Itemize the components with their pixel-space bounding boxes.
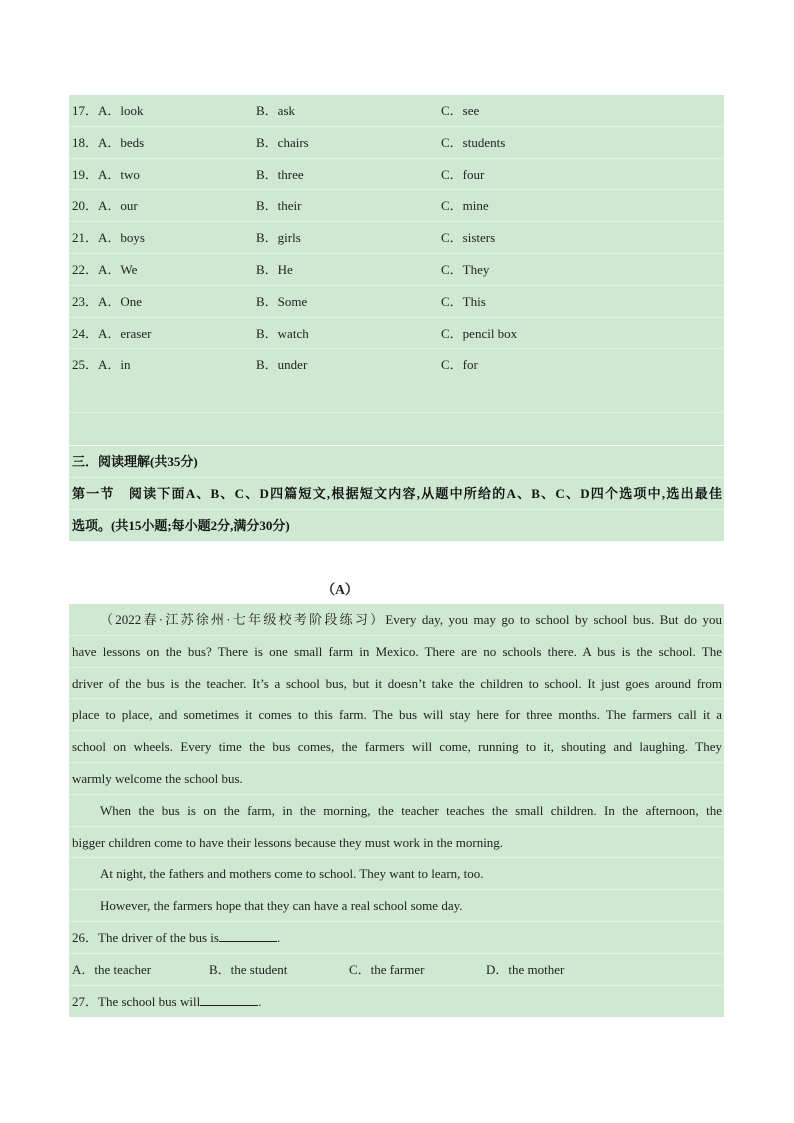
question-26-text: 26．The driver of the bus is <box>72 929 219 945</box>
passage-line: However, the farmers hope that they can have a real school some day. <box>69 890 724 922</box>
choice-row <box>69 286 724 318</box>
choice-option-a: 18．A．beds <box>72 134 145 150</box>
answer-blank <box>219 929 277 942</box>
empty-row <box>69 381 724 413</box>
empty-row <box>69 413 724 445</box>
choice-row <box>69 190 724 222</box>
choice-row <box>69 127 724 159</box>
choice-row <box>69 159 724 191</box>
choices-table <box>69 95 724 445</box>
choice-option-b: B．girls <box>256 230 301 246</box>
section-header <box>69 446 724 541</box>
choice-option-c: C．students <box>441 134 506 150</box>
choice-row <box>69 318 724 350</box>
passage <box>69 604 724 1017</box>
choice-option-b: B．under <box>256 357 308 373</box>
passage-line: driver of the bus is the teacher. It’s a school bus, but it doesn’t take the children to school. It just goes around from <box>69 668 724 700</box>
passage-line: have lessons on the bus? There is one small farm in Mexico. There are no schools there. A bus is the school. The <box>69 636 724 668</box>
choice-option-b: B．watch <box>256 325 309 341</box>
question-27-stem: 27．The school bus will . <box>72 993 262 1009</box>
passage-line: school on wheels. Every time the bus comes, the farmers will come, running to it, shouting and laughing. They <box>69 731 724 763</box>
choice-option-b: B．Some <box>256 293 308 309</box>
option-b: B．the student <box>209 961 288 977</box>
option-a: A．the teacher <box>72 961 152 977</box>
question-26-options <box>69 954 724 986</box>
choice-option-a: 21．A．boys <box>72 230 145 246</box>
question-27-text: 27．The school bus will <box>72 993 201 1009</box>
option-c: C．the farmer <box>349 961 425 977</box>
passage-line: place to place, and sometimes it comes to this farm. The bus will stay here for three months. The farmers call it a <box>69 699 724 731</box>
section-instruction-line1: 第一节 阅读下面A、B、C、D四篇短文,根据短文内容,从题中所给的A、B、C、D四个选项中,选出最佳 <box>69 478 724 510</box>
choice-row <box>69 349 724 381</box>
passage-line: （2022春·江苏徐州·七年级校考阶段练习）Every day, you may go to school by school bus. But do you <box>69 604 724 636</box>
section-instruction-line2: 选项。(共15小题;每小题2分,满分30分) <box>72 517 290 533</box>
choice-option-c: C．four <box>441 166 485 182</box>
choice-row <box>69 95 724 127</box>
choice-option-b: B．three <box>256 166 304 182</box>
choice-option-c: C．pencil box <box>441 325 518 341</box>
choice-option-a: 25．A．in <box>72 357 131 373</box>
choice-option-c: C．This <box>441 293 486 309</box>
question-26-stem: 26．The driver of the bus is . <box>69 922 724 954</box>
answer-blank <box>200 993 258 1006</box>
passage-line: When the bus is on the farm, in the morning, the teacher teaches the small children. In the afternoon, the <box>69 795 724 827</box>
choice-option-b: B．ask <box>256 103 296 118</box>
choice-option-a: 24．A．eraser <box>72 325 152 341</box>
choice-option-a: 22．A．We <box>72 261 138 277</box>
choice-option-a: 23．A．One <box>72 293 143 309</box>
passage-line: bigger children come to have their lessons because they must work in the morning. <box>69 827 724 859</box>
choice-option-b: B．their <box>256 198 302 214</box>
choice-option-c: C．mine <box>441 198 489 214</box>
choice-option-c: C．sisters <box>441 230 496 246</box>
passage-title: （A） <box>321 582 359 597</box>
choice-option-c: C．see <box>441 103 480 118</box>
choice-option-a: 20．A．our <box>72 198 138 214</box>
choice-option-b: B．He <box>256 261 293 277</box>
choice-row <box>69 254 724 286</box>
option-d: D．the mother <box>486 961 565 977</box>
choice-option-b: B．chairs <box>256 134 309 150</box>
choice-option-a: 17．A．look <box>72 103 144 118</box>
choice-row <box>69 222 724 254</box>
section-heading: 三．阅读理解(共35分) <box>69 446 724 478</box>
passage-line: warmly welcome the school bus. <box>69 763 724 795</box>
choice-option-c: C．for <box>441 357 478 373</box>
choice-option-a: 19．A．two <box>72 166 140 182</box>
passage-line: At night, the fathers and mothers come to school. They want to learn, too. <box>69 858 724 890</box>
choice-option-c: C．They <box>441 261 490 277</box>
